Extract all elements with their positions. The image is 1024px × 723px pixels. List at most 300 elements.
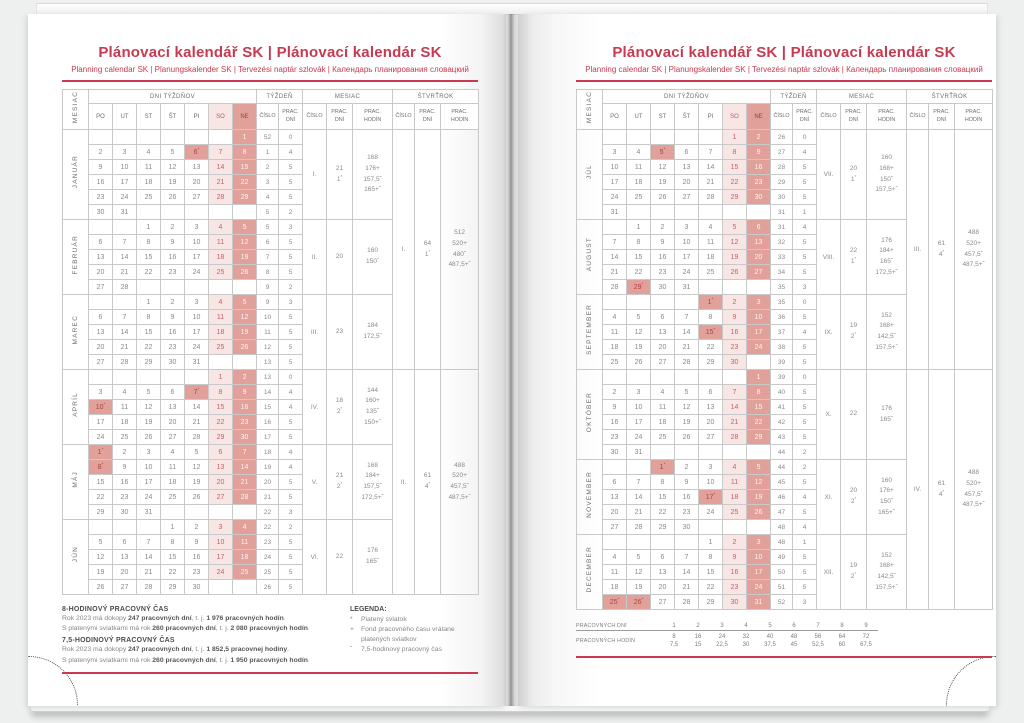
week-workdays: 5 <box>279 310 303 325</box>
day-cell: 16 <box>603 415 627 430</box>
legend-symbol: * <box>350 616 353 623</box>
month-column-header: MESIAC <box>63 90 89 130</box>
quarter-workhours: 488 520+ 457,5ˆ 487,5+ˆ <box>955 370 993 610</box>
quarter-number-header: ČÍSLO <box>393 104 415 130</box>
day-cell: 6 <box>699 385 723 400</box>
week-workdays: 5 <box>279 565 303 580</box>
week-workdays: 2 <box>793 460 817 475</box>
week-workdays: 5 <box>279 190 303 205</box>
legend-title: LEGENDA: <box>350 606 387 613</box>
day-cell: 9 <box>723 550 747 565</box>
day-cell: 19 <box>675 415 699 430</box>
day-cell: 5 <box>627 310 651 325</box>
day-cell: 5 <box>627 550 651 565</box>
day-cell: 16 <box>89 175 113 190</box>
day-cell: 25* <box>603 595 627 610</box>
day-cell: 20 <box>89 265 113 280</box>
day-cell: 21 <box>627 505 651 520</box>
day-cell: 24 <box>627 430 651 445</box>
month-workdays: 21 1* <box>327 130 353 220</box>
month-number: II. <box>303 220 327 295</box>
day-cell: 3 <box>113 145 137 160</box>
workdays-hours-table <box>576 621 878 650</box>
day-cell: 19 <box>137 415 161 430</box>
day-header: NE <box>747 104 771 130</box>
day-cell: 6 <box>675 145 699 160</box>
day-cell <box>627 460 651 475</box>
week-number: 44 <box>771 445 793 460</box>
day-cell: 14 <box>699 160 723 175</box>
day-cell: 8* <box>89 460 113 475</box>
month-workhours: 144 160+ 135ˆ 150+ˆ <box>353 370 393 445</box>
day-cell: 4 <box>627 145 651 160</box>
day-cell <box>747 355 771 370</box>
month-days-header: PRAC. DNÍ <box>841 104 867 130</box>
week-number: 41 <box>771 400 793 415</box>
day-cell: 1 <box>723 130 747 145</box>
day-cell: 10 <box>185 310 209 325</box>
quarter-workdays: 61 4* <box>415 370 441 595</box>
day-cell <box>723 520 747 535</box>
day-cell: 24 <box>675 265 699 280</box>
day-cell: 4 <box>113 385 137 400</box>
day-cell: 11 <box>627 160 651 175</box>
day-cell: 23 <box>747 175 771 190</box>
day-cell: 29 <box>747 430 771 445</box>
month-workhours: 152 168+ 142,5ˆ 157,5+ˆ <box>867 535 907 610</box>
day-cell: 11 <box>233 535 257 550</box>
quarter-number: IV. <box>907 370 929 610</box>
summary-count: 2 <box>686 621 710 631</box>
day-cell: 7 <box>675 310 699 325</box>
week-number: 36 <box>771 310 793 325</box>
day-cell <box>113 370 137 385</box>
week-number: 50 <box>771 565 793 580</box>
day-cell: 14 <box>723 400 747 415</box>
quarter-workdays: 61 4* <box>929 370 955 610</box>
day-cell: 18 <box>233 550 257 565</box>
day-cell: 28 <box>137 580 161 595</box>
day-header: UT <box>627 104 651 130</box>
day-cell: 28 <box>185 430 209 445</box>
week-number: 5 <box>257 220 279 235</box>
week-workdays: 2 <box>279 520 303 535</box>
month-hours-header: PRAC. HODÍN <box>867 104 907 130</box>
day-cell: 17 <box>89 415 113 430</box>
day-cell: 20 <box>113 565 137 580</box>
week-number: 38 <box>771 340 793 355</box>
week-workdays: 3 <box>279 295 303 310</box>
day-cell: 27 <box>675 190 699 205</box>
day-cell: 12 <box>89 550 113 565</box>
day-cell: 25 <box>603 355 627 370</box>
month-label: SEPTEMBER <box>577 295 603 370</box>
day-cell: 10 <box>675 235 699 250</box>
day-cell: 16 <box>723 325 747 340</box>
week-workdays: 5 <box>279 355 303 370</box>
day-cell <box>651 445 675 460</box>
worktime-heading: 8-HODINOVÝ PRACOVNÝ ČAS <box>62 606 169 613</box>
day-cell: 20 <box>675 175 699 190</box>
month-workdays: 22 1* <box>841 220 867 295</box>
day-cell: 18 <box>627 175 651 190</box>
week-workdays: 5 <box>279 160 303 175</box>
day-cell: 28 <box>603 280 627 295</box>
day-cell: 15 <box>747 400 771 415</box>
week-workdays: 5 <box>279 175 303 190</box>
day-cell: 25 <box>651 430 675 445</box>
day-cell: 10 <box>747 310 771 325</box>
day-cell: 1 <box>209 370 233 385</box>
day-cell: 21 <box>185 415 209 430</box>
day-cell <box>233 580 257 595</box>
week-workdays: 3 <box>793 595 817 610</box>
summary-hours: 72 67,5 <box>860 633 872 648</box>
week-number: 15 <box>257 400 279 415</box>
week-workdays: 2 <box>793 445 817 460</box>
day-cell: 22 <box>209 415 233 430</box>
day-cell: 19 <box>89 565 113 580</box>
week-number: 29 <box>771 175 793 190</box>
day-cell: 30 <box>113 505 137 520</box>
week-workdays: 5 <box>793 175 817 190</box>
week-number: 22 <box>257 520 279 535</box>
week-workdays: 5 <box>793 400 817 415</box>
day-cell: 27 <box>747 265 771 280</box>
week-workdays: 5 <box>793 355 817 370</box>
day-cell: 21 <box>699 175 723 190</box>
day-cell: 17 <box>747 565 771 580</box>
week-workdays: 5 <box>793 340 817 355</box>
day-cell: 31 <box>627 445 651 460</box>
day-cell: 19 <box>233 325 257 340</box>
day-cell: 8 <box>699 550 723 565</box>
day-cell <box>675 205 699 220</box>
week-number: 52 <box>771 595 793 610</box>
month-number: I. <box>303 130 327 220</box>
day-cell: 26 <box>651 190 675 205</box>
summary-count: 3 <box>710 621 734 631</box>
day-cell <box>747 205 771 220</box>
day-cell <box>627 295 651 310</box>
month-workdays: 20 <box>327 220 353 295</box>
day-cell <box>185 280 209 295</box>
day-cell: 2 <box>161 295 185 310</box>
week-number: 12 <box>257 340 279 355</box>
day-cell: 3 <box>747 535 771 550</box>
day-cell: 28 <box>233 490 257 505</box>
day-cell: 30 <box>651 280 675 295</box>
day-cell: 2 <box>723 295 747 310</box>
day-cell: 18 <box>137 175 161 190</box>
quarter-hours-header: PRAC. HODÍN <box>441 104 479 130</box>
day-cell: 30 <box>675 520 699 535</box>
day-cell: 16 <box>185 550 209 565</box>
quarter-workhours: 512 520+ 480ˆ 487,5+ˆ <box>441 130 479 370</box>
day-cell: 6 <box>89 310 113 325</box>
day-cell: 23 <box>185 565 209 580</box>
day-cell: 27 <box>89 280 113 295</box>
day-cell: 2 <box>89 145 113 160</box>
day-cell <box>699 130 723 145</box>
day-cell: 29 <box>161 580 185 595</box>
day-cell: 23 <box>233 415 257 430</box>
day-cell: 7 <box>113 235 137 250</box>
day-cell: 19 <box>747 490 771 505</box>
week-number: 27 <box>771 145 793 160</box>
day-cell: 5 <box>675 385 699 400</box>
day-cell: 19 <box>723 250 747 265</box>
week-workdays: 0 <box>279 370 303 385</box>
day-cell <box>113 220 137 235</box>
day-cell: 3 <box>185 220 209 235</box>
week-workdays: 5 <box>279 235 303 250</box>
day-cell: 26 <box>233 340 257 355</box>
calendar-table-jul-dec <box>576 89 993 610</box>
day-cell: 6 <box>747 220 771 235</box>
day-cell: 14 <box>113 325 137 340</box>
week-number: 39 <box>771 370 793 385</box>
day-cell: 13 <box>699 400 723 415</box>
quarter-days-header: PRAC. DNÍ <box>929 104 955 130</box>
month-workdays: 20 1* <box>841 130 867 220</box>
week-workdays: 3 <box>279 505 303 520</box>
day-cell: 25 <box>209 265 233 280</box>
day-cell: 9 <box>89 160 113 175</box>
day-cell: 25 <box>209 340 233 355</box>
day-cell: 26 <box>627 355 651 370</box>
worktime-heading: 7,5-HODINOVÝ PRACOVNÝ ČAS <box>62 637 175 645</box>
day-cell: 2 <box>723 535 747 550</box>
month-label: MÁJ <box>63 445 89 520</box>
calendar-table-jan-jun <box>62 89 479 595</box>
day-cell: 4 <box>723 460 747 475</box>
day-cell: 31 <box>675 280 699 295</box>
week-workdays: 5 <box>793 430 817 445</box>
day-cell <box>209 280 233 295</box>
day-cell: 26 <box>161 190 185 205</box>
day-cell: 23 <box>113 490 137 505</box>
week-workdays: 5 <box>279 580 303 595</box>
day-cell: 31 <box>113 205 137 220</box>
day-cell: 25 <box>161 490 185 505</box>
summary-count: 6 <box>782 621 806 631</box>
day-cell: 14 <box>233 460 257 475</box>
day-cell: 19 <box>627 340 651 355</box>
month-workdays: 19 2* <box>841 535 867 610</box>
corner-perforation-right <box>946 656 996 706</box>
day-cell: 1 <box>137 220 161 235</box>
day-cell: 20 <box>185 175 209 190</box>
legend-item <box>350 645 478 655</box>
day-cell: 6 <box>89 235 113 250</box>
week-workdays: 5 <box>279 430 303 445</box>
week-workdays: 0 <box>793 130 817 145</box>
day-cell: 4 <box>209 295 233 310</box>
day-cell <box>161 205 185 220</box>
day-cell: 20 <box>699 415 723 430</box>
day-cell: 24 <box>209 565 233 580</box>
day-cell <box>699 370 723 385</box>
day-cell: 27 <box>161 430 185 445</box>
day-cell: 23 <box>161 265 185 280</box>
day-cell <box>209 205 233 220</box>
week-workdays: 5 <box>793 385 817 400</box>
day-cell: 3 <box>89 385 113 400</box>
week-workdays: 5 <box>279 535 303 550</box>
day-cell <box>723 445 747 460</box>
day-cell: 26 <box>185 490 209 505</box>
month-number-header: ČÍSLO <box>303 104 327 130</box>
day-cell: 8 <box>651 475 675 490</box>
month-number: X. <box>817 370 841 460</box>
week-number: 23 <box>257 535 279 550</box>
day-cell: 7 <box>723 385 747 400</box>
month-workhours: 176 165ˆ <box>353 520 393 595</box>
day-cell: 9 <box>603 400 627 415</box>
week-number: 48 <box>771 520 793 535</box>
day-cell: 18 <box>113 415 137 430</box>
day-cell: 30 <box>723 355 747 370</box>
day-cell: 14 <box>113 250 137 265</box>
day-cell: 30 <box>233 430 257 445</box>
week-number: 31 <box>771 205 793 220</box>
page-title: Plánovací kalendář SK | Plánovací kalendár SK <box>98 44 442 61</box>
week-group-header: TÝŽDEŇ <box>257 90 303 104</box>
day-cell: 5 <box>233 220 257 235</box>
day-cell: 10 <box>747 550 771 565</box>
day-cell: 17 <box>747 325 771 340</box>
day-cell: 15 <box>723 160 747 175</box>
worktime-line: Rok 2023 má dokopy 247 pracovných dní, t. j. 1 852,5 pracovnej hodiny. <box>62 646 290 654</box>
day-cell: 10 <box>699 475 723 490</box>
week-workdays: 5 <box>793 235 817 250</box>
day-cell: 30 <box>89 205 113 220</box>
day-cell: 5 <box>137 385 161 400</box>
day-cell: 27 <box>113 580 137 595</box>
day-cell: 20 <box>89 340 113 355</box>
day-cell: 18 <box>161 475 185 490</box>
day-cell: 1 <box>161 520 185 535</box>
week-workdays: 5 <box>793 160 817 175</box>
day-cell <box>185 205 209 220</box>
month-label: OKTÓBER <box>577 370 603 460</box>
day-cell: 13 <box>675 160 699 175</box>
day-cell: 18 <box>651 415 675 430</box>
month-column-header: MESIAC <box>577 90 603 130</box>
month-group-header: MESIAC <box>303 90 393 104</box>
day-cell: 16 <box>161 250 185 265</box>
week-number: 34 <box>771 265 793 280</box>
day-cell: 10 <box>627 400 651 415</box>
day-cell: 23 <box>161 340 185 355</box>
day-cell: 7 <box>627 475 651 490</box>
month-label: JÚL <box>577 130 603 220</box>
summary-count: 8 <box>830 621 854 631</box>
day-cell: 15 <box>161 550 185 565</box>
week-workdays: 5 <box>793 310 817 325</box>
day-cell: 11 <box>699 235 723 250</box>
day-cell <box>699 205 723 220</box>
week-number: 19 <box>257 460 279 475</box>
day-cell: 13 <box>185 160 209 175</box>
day-cell: 10 <box>185 235 209 250</box>
day-cell: 12 <box>233 235 257 250</box>
week-workdays: 4 <box>793 325 817 340</box>
day-cell: 11 <box>113 400 137 415</box>
week-workdays: 0 <box>793 370 817 385</box>
week-workdays: 3 <box>279 220 303 235</box>
month-label: AUGUST <box>577 220 603 295</box>
day-cell <box>89 130 113 145</box>
day-cell: 26 <box>747 505 771 520</box>
day-cell: 5* <box>651 145 675 160</box>
summary-hours: 8 7,5 <box>669 633 679 648</box>
day-cell: 5 <box>233 295 257 310</box>
day-cell: 9 <box>161 235 185 250</box>
day-cell: 26 <box>675 430 699 445</box>
day-cell <box>699 280 723 295</box>
day-cell: 13 <box>747 235 771 250</box>
day-cell: 16 <box>113 475 137 490</box>
day-header: PO <box>89 104 113 130</box>
day-cell <box>747 445 771 460</box>
day-cell: 24 <box>113 190 137 205</box>
day-cell: 27 <box>185 190 209 205</box>
month-number: IX. <box>817 295 841 370</box>
day-cell <box>209 505 233 520</box>
week-workdays: 4 <box>279 460 303 475</box>
day-cell: 21 <box>675 580 699 595</box>
day-cell: 4 <box>651 385 675 400</box>
day-cell: 27 <box>699 430 723 445</box>
day-cell: 4 <box>603 310 627 325</box>
month-label: APRÍL <box>63 370 89 445</box>
day-cell: 8 <box>747 385 771 400</box>
day-cell <box>651 205 675 220</box>
day-cell: 6 <box>209 445 233 460</box>
legend-symbol: ˆ <box>350 645 353 653</box>
day-cell <box>747 520 771 535</box>
day-cell: 3 <box>185 295 209 310</box>
week-workdays: 4 <box>279 385 303 400</box>
day-cell: 21 <box>603 265 627 280</box>
day-cell: 25 <box>233 565 257 580</box>
quarter-number: III. <box>907 130 929 370</box>
day-header: NE <box>233 104 257 130</box>
legend-item <box>350 615 478 625</box>
week-number: 28 <box>771 160 793 175</box>
day-cell: 26* <box>627 595 651 610</box>
day-cell <box>113 520 137 535</box>
day-cell: 29 <box>89 505 113 520</box>
day-cell: 22 <box>699 340 723 355</box>
month-workhours: 160 176+ 150ˆ 165+ˆ <box>867 460 907 535</box>
day-cell: 13 <box>89 325 113 340</box>
week-number: 25 <box>257 565 279 580</box>
page-subtitle: Planning calendar SK | Planungskalender SK | Tervezési naptár szlovák | Календарь планирования словацкий <box>585 65 983 74</box>
day-cell: 15 <box>89 475 113 490</box>
right-page <box>518 14 996 706</box>
month-workhours: 176 184+ 165ˆ 172,5+ˆ <box>867 220 907 295</box>
day-cell: 1 <box>233 130 257 145</box>
day-cell: 10 <box>603 160 627 175</box>
day-cell: 19 <box>185 475 209 490</box>
week-workdays: 4 <box>279 400 303 415</box>
day-header: ST <box>651 104 675 130</box>
week-number: 13 <box>257 355 279 370</box>
day-cell: 31 <box>137 505 161 520</box>
